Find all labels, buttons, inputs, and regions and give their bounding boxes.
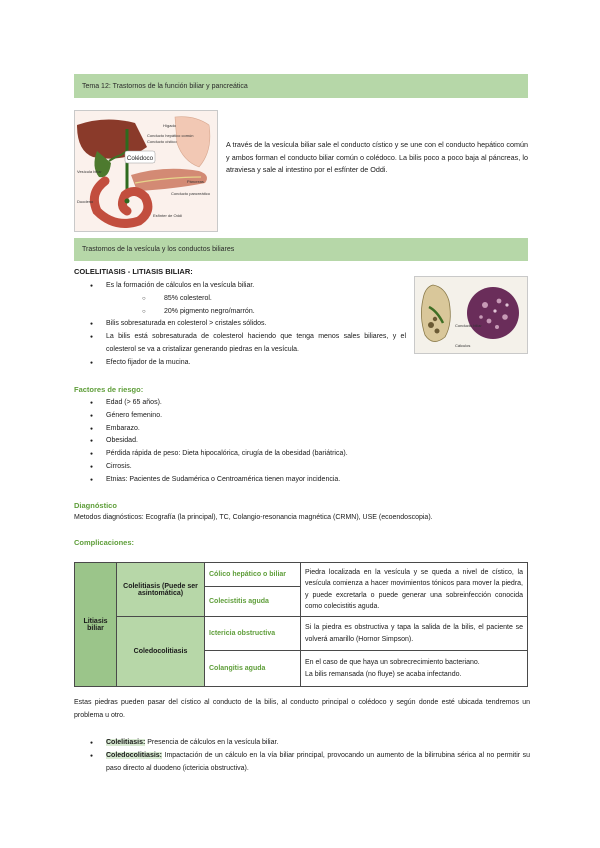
risk-factors-list <box>90 397 530 487</box>
outro-paragraph: Estas piedras pueden pasar del cístico al conducto de la bilis, al conducto principal o colédoco y según donde esté ubicada tendremos un problema u otro. <box>74 699 530 719</box>
figure-label: Esfínter de Oddi <box>153 213 182 218</box>
list-item-text: Bilis sobresaturada en colesterol > cristales sólidos. <box>106 320 267 328</box>
gallstones-illustration <box>414 276 528 354</box>
topic-title: Tema 12: Trastornos de la función biliar y pancreática <box>82 82 248 90</box>
risk-item: ● Obesidad. <box>90 435 530 448</box>
table-row <box>75 617 528 651</box>
risk-item: ● Edad (> 65 años). <box>90 397 530 410</box>
gallstones-drawing <box>415 277 527 353</box>
colelitiasis-list <box>90 280 406 370</box>
risk-item: ● Embarazo. <box>90 423 530 436</box>
sub-item: ○ 85% colesterol. <box>106 293 406 306</box>
sub-item: ○ 20% pigmento negro/marrón. <box>106 306 406 319</box>
composition-sublist <box>106 293 406 319</box>
figure-label: Conducto pancreático <box>171 191 210 196</box>
list-item <box>90 318 406 331</box>
desc-line: La bilis remansada (no fluye) se acaba infectando. <box>305 670 462 678</box>
table-group-cell: Colelitiasis (Puede ser asintomática) <box>117 563 205 617</box>
list-item-text: Efecto fijador de la mucina. <box>106 358 191 366</box>
desc-line: En el caso de que haya un sobrecrecimiento bacteriano. <box>305 659 480 666</box>
figure-label: Páncreas <box>187 179 204 184</box>
callout-label: Colédoco <box>126 155 154 162</box>
intro-paragraph: A través de la vesícula biliar sale el conducto cístico y se une con el conducto hepático común y ambos forman el conducto biliar común o colédoco. La bilis poco a poco baja al páncreas, lo atraviesa y sale al intestino por el esfínter de Oddi. <box>226 140 528 174</box>
table-desc-cell: Piedra localizada en la vesícula y se queda a nivel de cístico, la vesícula comienza a hacer movimientos tónicos para mover la piedra, y puede excretarla o puede generar una sobreinfección conocida como colecistitis aguda. <box>301 563 528 617</box>
complications-heading: Complicaciones: <box>74 538 135 547</box>
summary-definition: Impactación de un cálculo en la vía biliar principal, provocando un aumento de la bilirrubina sérica al no permitir su paso directo al duodeno (ictericia obstructiva). <box>106 751 530 772</box>
diagnosis-heading: Diagnóstico <box>74 501 117 510</box>
anatomy-drawing <box>75 111 217 231</box>
figure-label: Duodeno <box>77 199 94 204</box>
risk-item: ● Género femenino. <box>90 410 530 423</box>
figure-label: Hígado <box>163 123 176 128</box>
figure-label: Conducto cístico <box>147 139 177 144</box>
topic-header-band <box>74 74 528 98</box>
figure-label: Conducto biliar <box>455 323 482 328</box>
table-name-cell: Cólico hepático o biliar <box>205 563 301 587</box>
table-name-cell: Colecistitis aguda <box>205 587 301 617</box>
table-name-cell: Colangitis aguda <box>205 651 301 687</box>
list-item <box>90 357 406 370</box>
table-name-cell: Ictericia obstructiva <box>205 617 301 651</box>
section-header-band <box>74 238 528 261</box>
summary-term: Colelitiasis: <box>106 739 146 746</box>
figure-label: Vesícula biliar <box>77 169 102 174</box>
summary-item <box>90 737 530 750</box>
summary-list <box>90 737 530 775</box>
figure-label: Conducto hepático común <box>147 133 194 138</box>
summary-item <box>90 750 530 776</box>
list-item-text: Es la formación de cálculos en la vesícula biliar. <box>106 282 255 289</box>
biliary-anatomy-illustration <box>74 110 218 232</box>
risk-factors-heading: Factores de riesgo: <box>74 385 144 394</box>
complications-table <box>74 562 528 687</box>
table-root-cell: Litiasis biliar <box>75 563 117 687</box>
summary-definition: Presencia de cálculos en la vesícula biliar. <box>145 739 279 746</box>
risk-item: ● Etnias: Pacientes de Sudamérica o Centroamérica tienen mayor incidencia. <box>90 474 530 487</box>
section-title: Trastornos de la vesícula y los conductos biliares <box>82 246 235 253</box>
table-desc-cell: Si la piedra es obstructiva y tapa la salida de la bilis, el paciente se volverá amarillo (Hornor Simpson). <box>301 617 528 651</box>
risk-item: ● Pérdida rápida de peso: Dieta hipocalórica, cirugía de la obesidad (bariátrica). <box>90 448 530 461</box>
continuation-text: La bilis está sobresaturada de colesterol haciendo que tenga menos sales biliares, y el colesterol se va a cristalizar generando piedras en la vesícula. <box>106 333 406 353</box>
summary-term: Coledocolitiasis: <box>106 751 163 759</box>
list-item <box>90 280 406 318</box>
diagnosis-text: Metodos diagnósticos: Ecografía (la principal), TC, Colangio-resonancia magnética (CRMN), USE (ecoendoscopia). <box>74 514 433 521</box>
colelitiasis-heading: COLELITIASIS - LITIASIS BILIAR: <box>74 267 193 276</box>
figure-label: Cálculos <box>455 343 471 348</box>
table-row <box>75 563 528 587</box>
table-group-cell: Coledocolitiasis <box>117 617 205 687</box>
table-desc-cell <box>301 651 528 687</box>
risk-item: ● Cirrosis. <box>90 461 530 474</box>
list-item-continuation <box>90 331 406 357</box>
